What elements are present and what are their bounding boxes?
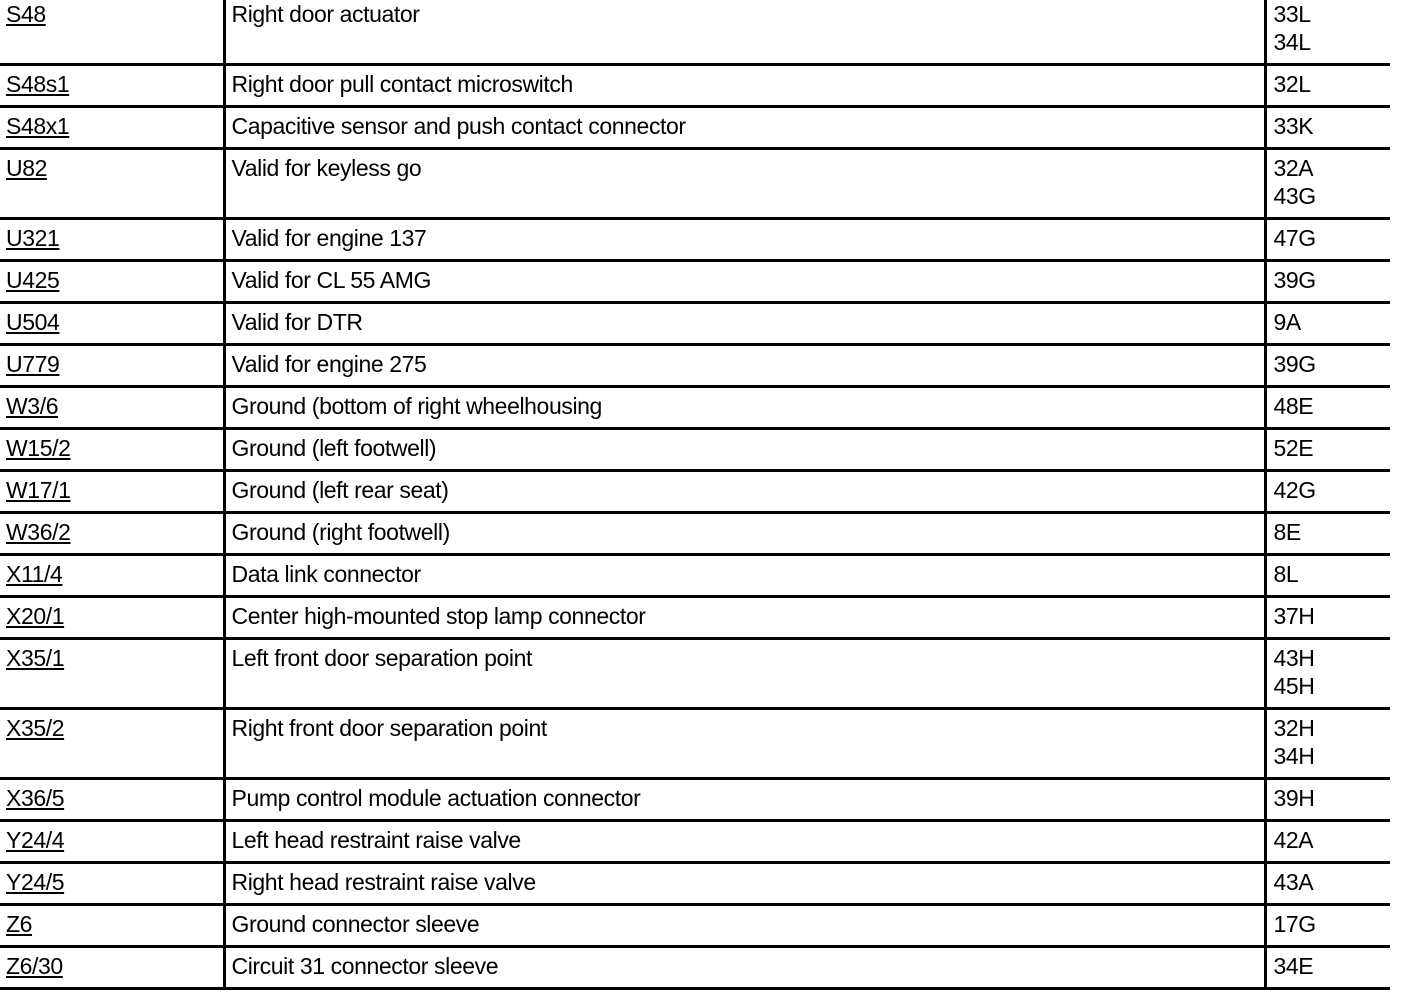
grid-location: 45H <box>1273 673 1315 699</box>
grid-location: 43A <box>1273 869 1314 895</box>
component-code-link[interactable]: S48s1 <box>6 71 70 97</box>
component-description: Right front door separation point <box>224 709 1265 779</box>
grid-location-cell <box>1265 821 1390 863</box>
component-code-cell <box>0 149 224 219</box>
component-code-link[interactable]: W17/1 <box>6 477 71 503</box>
grid-location-cell <box>1265 597 1390 639</box>
grid-location: 39G <box>1273 267 1316 293</box>
component-description: Left front door separation point <box>224 639 1265 709</box>
table-row <box>0 387 1390 429</box>
grid-location: 9A <box>1273 309 1301 335</box>
table-row <box>0 65 1390 107</box>
grid-location: 34H <box>1273 743 1315 769</box>
grid-location-cell <box>1265 709 1390 779</box>
component-code-cell <box>0 863 224 905</box>
component-code-cell <box>0 947 224 989</box>
component-code-cell <box>0 905 224 947</box>
grid-location-cell <box>1265 905 1390 947</box>
component-description: Valid for CL 55 AMG <box>224 261 1265 303</box>
component-code-cell <box>0 779 224 821</box>
grid-location-cell <box>1265 0 1390 65</box>
component-code-link[interactable]: U82 <box>6 155 47 181</box>
component-description: Valid for engine 137 <box>224 219 1265 261</box>
component-description: Pump control module actuation connector <box>224 779 1265 821</box>
grid-location-cell <box>1265 863 1390 905</box>
component-code-link[interactable]: U779 <box>6 351 60 377</box>
grid-location-cell <box>1265 779 1390 821</box>
component-description: Left head restraint raise valve <box>224 821 1265 863</box>
component-description: Right door pull contact microswitch <box>224 65 1265 107</box>
component-description: Right door actuator <box>224 0 1265 65</box>
component-description: Valid for engine 275 <box>224 345 1265 387</box>
component-description: Ground (right footwell) <box>224 513 1265 555</box>
table-row <box>0 821 1390 863</box>
table-row <box>0 947 1390 989</box>
component-code-link[interactable]: Y24/5 <box>6 869 65 895</box>
component-code-cell <box>0 219 224 261</box>
component-description: Center high-mounted stop lamp connector <box>224 597 1265 639</box>
table-row <box>0 709 1390 779</box>
component-code-link[interactable]: U425 <box>6 267 60 293</box>
grid-location-cell <box>1265 149 1390 219</box>
grid-location: 34E <box>1273 953 1314 979</box>
component-code-cell <box>0 597 224 639</box>
component-code-cell <box>0 261 224 303</box>
component-code-cell <box>0 639 224 709</box>
table-row <box>0 0 1390 65</box>
component-code-cell <box>0 429 224 471</box>
grid-location-cell <box>1265 513 1390 555</box>
table-row <box>0 863 1390 905</box>
table-row <box>0 555 1390 597</box>
component-code-link[interactable]: S48 <box>6 1 46 27</box>
component-description: Right head restraint raise valve <box>224 863 1265 905</box>
table-row <box>0 429 1390 471</box>
component-code-cell <box>0 709 224 779</box>
component-code-link[interactable]: X35/2 <box>6 715 65 741</box>
component-code-cell <box>0 387 224 429</box>
component-code-link[interactable]: Z6/30 <box>6 953 63 979</box>
grid-location: 32A <box>1273 155 1314 181</box>
grid-location-cell <box>1265 387 1390 429</box>
table-row <box>0 107 1390 149</box>
component-description: Capacitive sensor and push contact connector <box>224 107 1265 149</box>
table-row <box>0 597 1390 639</box>
grid-location: 39H <box>1273 785 1315 811</box>
component-code-cell <box>0 471 224 513</box>
grid-location: 52E <box>1273 435 1314 461</box>
component-code-link[interactable]: Z6 <box>6 911 33 937</box>
table-row <box>0 303 1390 345</box>
grid-location: 42A <box>1273 827 1314 853</box>
table-row <box>0 149 1390 219</box>
grid-location-cell <box>1265 345 1390 387</box>
table-row <box>0 905 1390 947</box>
component-description: Valid for DTR <box>224 303 1265 345</box>
component-code-cell <box>0 821 224 863</box>
grid-location-cell <box>1265 639 1390 709</box>
component-code-link[interactable]: X35/1 <box>6 645 65 671</box>
grid-location: 43H <box>1273 645 1315 671</box>
grid-location-cell <box>1265 555 1390 597</box>
component-code-link[interactable]: W36/2 <box>6 519 71 545</box>
component-code-cell <box>0 513 224 555</box>
component-code-link[interactable]: X11/4 <box>6 561 63 587</box>
table-row <box>0 779 1390 821</box>
grid-location-cell <box>1265 429 1390 471</box>
grid-location: 32L <box>1273 71 1311 97</box>
grid-location-cell <box>1265 471 1390 513</box>
component-description: Ground (left rear seat) <box>224 471 1265 513</box>
component-code-link[interactable]: S48x1 <box>6 113 70 139</box>
component-code-cell <box>0 107 224 149</box>
component-code-link[interactable]: X20/1 <box>6 603 65 629</box>
table-row <box>0 261 1390 303</box>
grid-location-cell <box>1265 303 1390 345</box>
grid-location: 33K <box>1273 113 1314 139</box>
component-description: Data link connector <box>224 555 1265 597</box>
table-row <box>0 513 1390 555</box>
component-code-link[interactable]: U504 <box>6 309 60 335</box>
component-code-cell <box>0 345 224 387</box>
component-description: Ground (bottom of right wheelhousing <box>224 387 1265 429</box>
component-code-cell <box>0 555 224 597</box>
grid-location-cell <box>1265 947 1390 989</box>
grid-location: 32H <box>1273 715 1315 741</box>
grid-location: 8L <box>1273 561 1299 587</box>
component-description: Valid for keyless go <box>224 149 1265 219</box>
table-row <box>0 219 1390 261</box>
grid-location: 43G <box>1273 183 1316 209</box>
component-code-cell <box>0 0 224 65</box>
component-description: Ground (left footwell) <box>224 429 1265 471</box>
table-row <box>0 345 1390 387</box>
component-code-cell <box>0 303 224 345</box>
table-row <box>0 639 1390 709</box>
grid-location: 8E <box>1273 519 1301 545</box>
grid-location: 47G <box>1273 225 1316 251</box>
grid-location: 42G <box>1273 477 1316 503</box>
component-description: Circuit 31 connector sleeve <box>224 947 1265 989</box>
grid-location-cell <box>1265 261 1390 303</box>
table-row <box>0 471 1390 513</box>
grid-location: 37H <box>1273 603 1315 629</box>
component-code-cell <box>0 65 224 107</box>
component-code-link[interactable]: U321 <box>6 225 60 251</box>
component-code-link[interactable]: W3/6 <box>6 393 59 419</box>
component-description: Ground connector sleeve <box>224 905 1265 947</box>
grid-location: 34L <box>1273 29 1311 55</box>
grid-location: 33L <box>1273 1 1311 27</box>
grid-location-cell <box>1265 107 1390 149</box>
grid-location: 39G <box>1273 351 1316 377</box>
component-code-link[interactable]: X36/5 <box>6 785 65 811</box>
grid-location-cell <box>1265 219 1390 261</box>
grid-location-cell <box>1265 65 1390 107</box>
component-code-link[interactable]: Y24/4 <box>6 827 65 853</box>
grid-location: 17G <box>1273 911 1316 937</box>
component-code-link[interactable]: W15/2 <box>6 435 71 461</box>
grid-location: 48E <box>1273 393 1314 419</box>
